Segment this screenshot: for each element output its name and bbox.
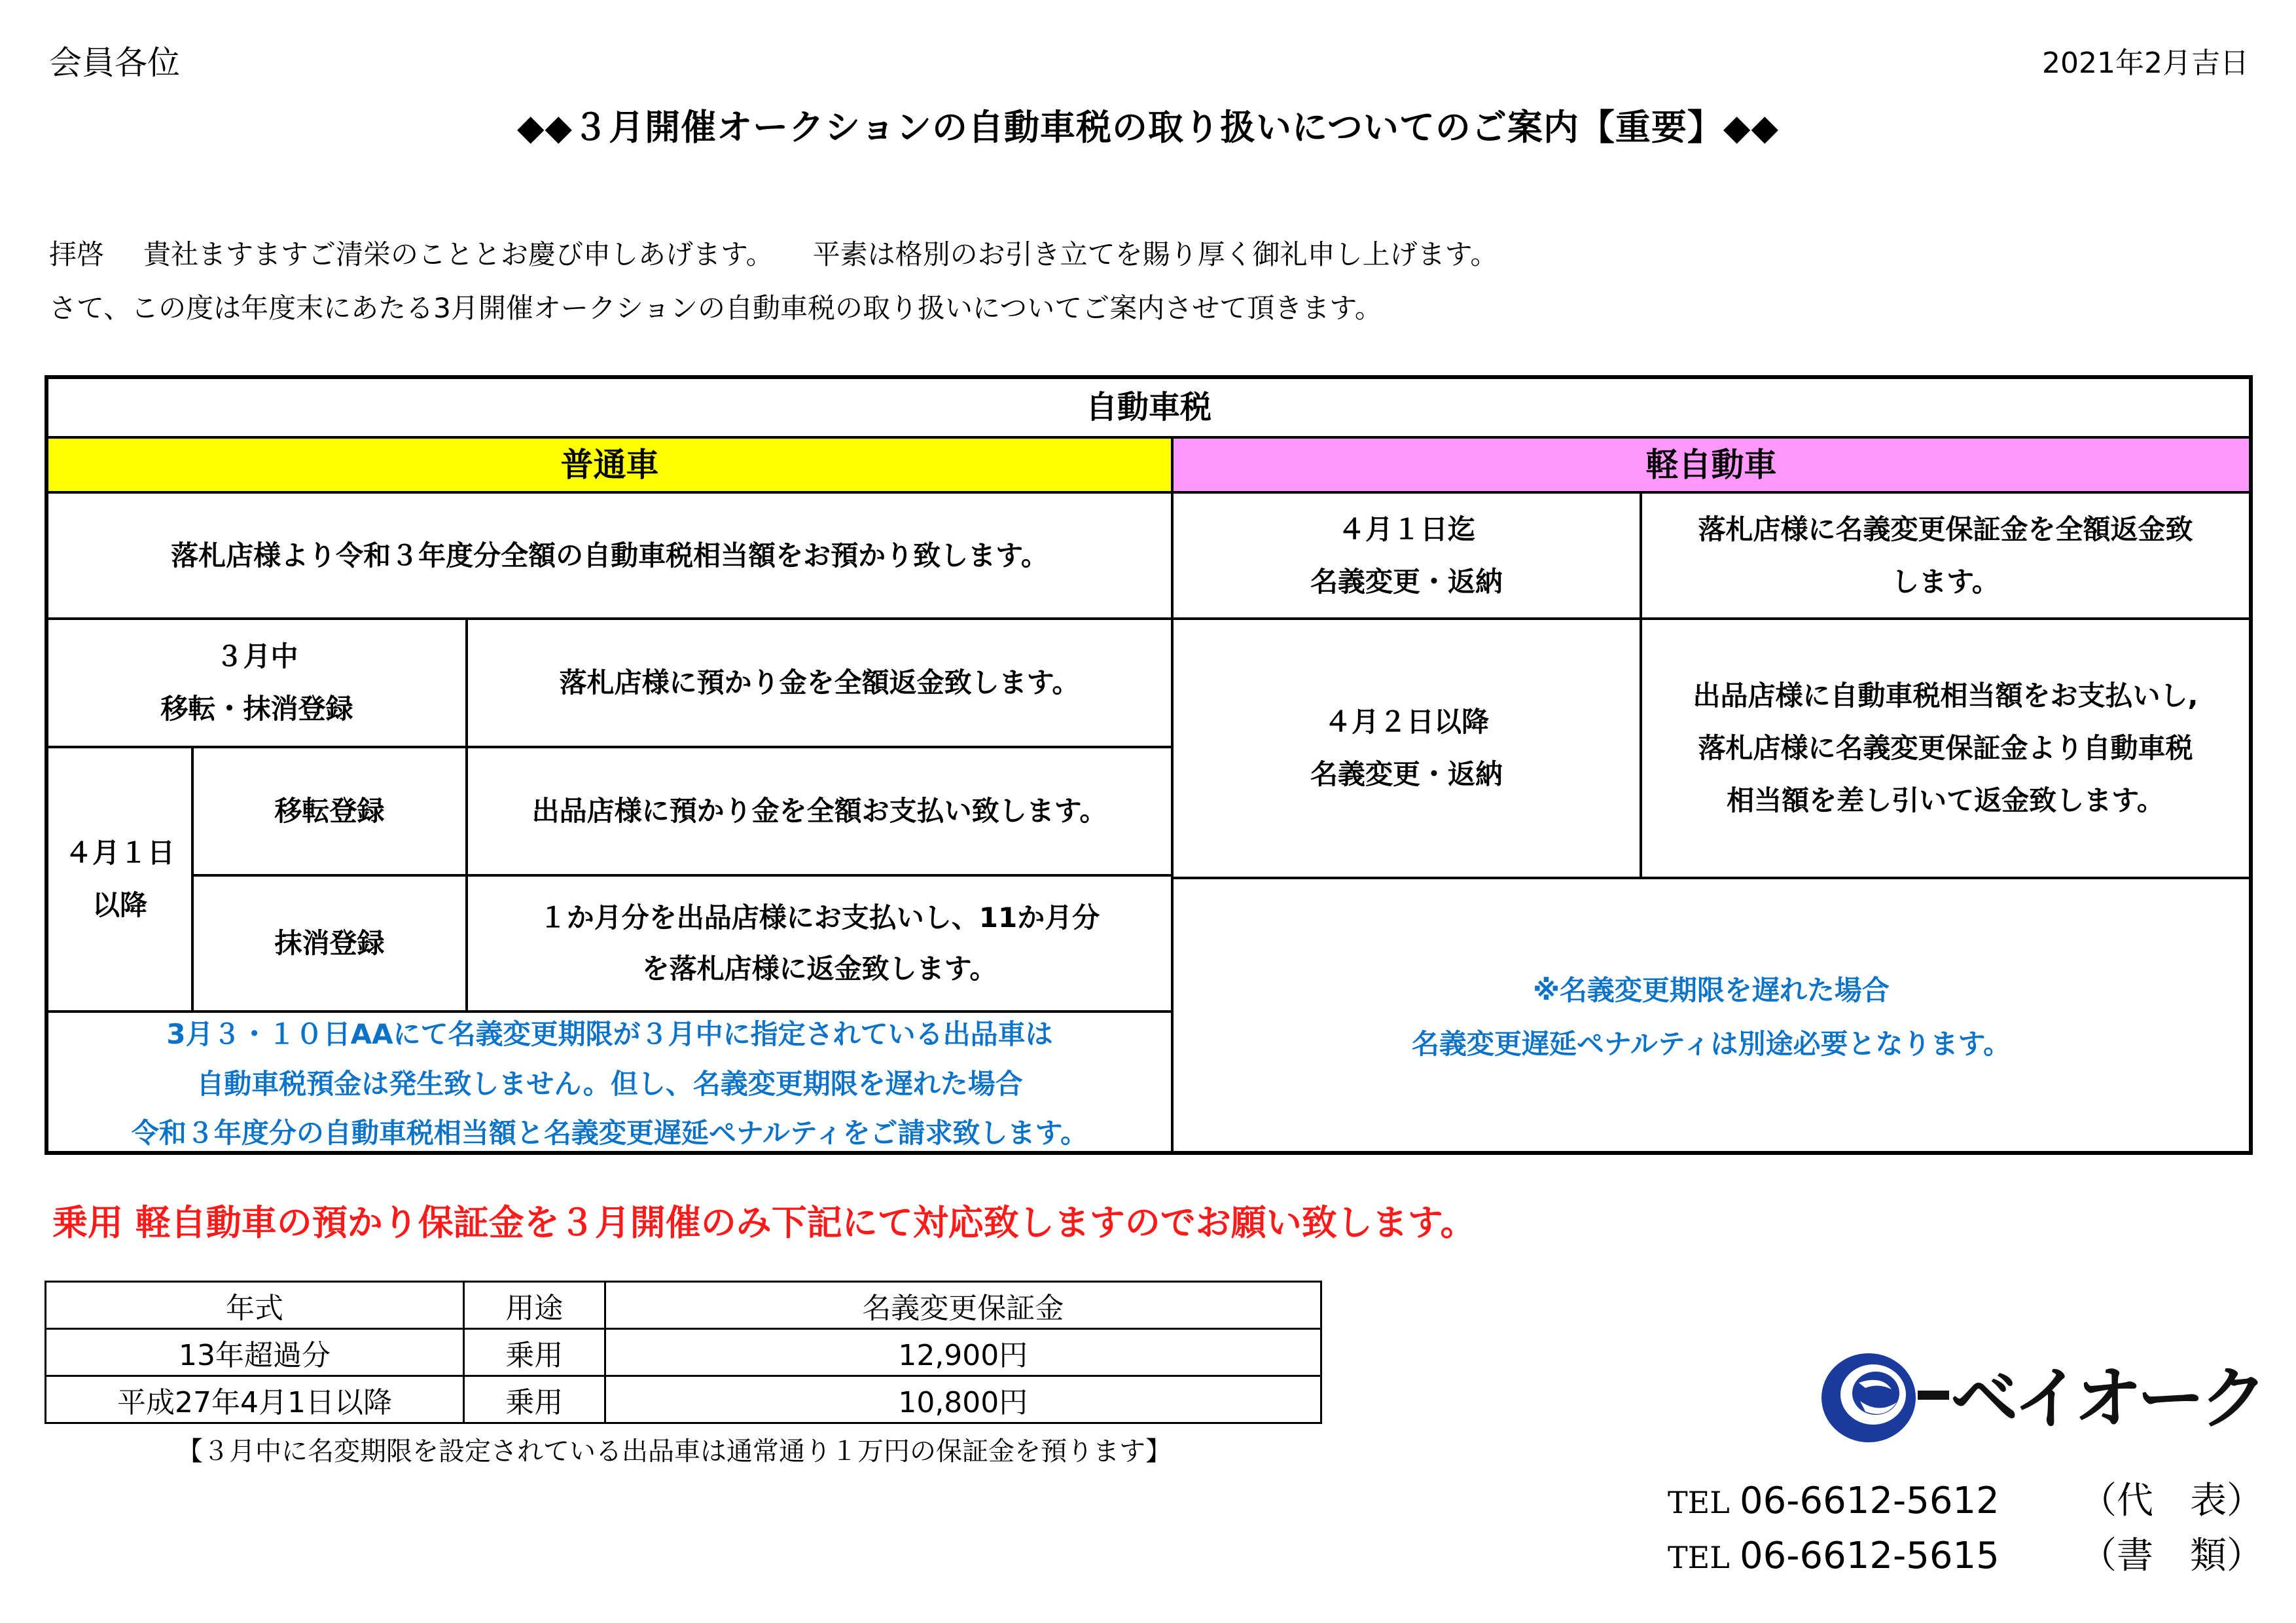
- logo-text: ベイオーク: [1950, 1359, 2263, 1438]
- kei-row1-label: [1174, 494, 1640, 617]
- cell-usage: 乗用: [463, 1329, 605, 1376]
- kei-row1-text-2: します。: [1892, 565, 2000, 598]
- col-header-year: 年式: [46, 1282, 464, 1329]
- bayauc-logo-icon: [1820, 1349, 2263, 1447]
- futsu-iten-label: 移転登録: [274, 795, 385, 828]
- tel-documents: [1668, 1527, 2263, 1579]
- kei-note-2: 名義変更遅延ペナルティは別途必要となります。: [1411, 1027, 2011, 1060]
- table-row: [46, 1329, 1321, 1376]
- kei-row1-text-1: 落札店様に名義変更保証金を全額返金致: [1698, 513, 2193, 545]
- futsu-april-label: [48, 748, 191, 1010]
- futsu-note-2: 自動車税預金は発生致しません。但し、名義変更期限を遅れた場合: [196, 1067, 1023, 1100]
- intro-line: さて、この度は年度末にあたる3月開催オークションの自動車税の取り扱いについてご案内させて頂きます。: [49, 292, 1382, 324]
- page-title: ◆◆３月開催オークションの自動車税の取り扱いについてのご案内【重要】◆◆: [517, 107, 1779, 148]
- futsu-massho-text-2: を落札店様に返金致します。: [641, 953, 997, 985]
- salutation: 会員各位: [49, 44, 180, 82]
- cell-year: 13年超過分: [46, 1329, 464, 1376]
- futsu-march-label-1: ３月中: [215, 640, 298, 673]
- futsu-april-label-1: ４月１日: [64, 837, 175, 869]
- futsu-march-label-2: 移転・抹消登録: [160, 693, 353, 725]
- futsu-note-3: 令和３年度分の自動車税相当額と名義変更遅延ペナルティをご請求致します。: [131, 1117, 1088, 1150]
- futsu-massho-label: 抹消登録: [274, 927, 385, 960]
- greeting-line: [49, 233, 1498, 272]
- futsu-massho-text: [468, 877, 1171, 1010]
- kei-header: 軽自動車: [1174, 439, 2249, 491]
- kei-row2-label: [1174, 620, 1640, 877]
- futsu-march-text: 落札店様に預かり金を全額返金致します。: [559, 666, 1080, 699]
- tel-label: TEL: [1668, 1540, 1730, 1575]
- company-logo: [1820, 1349, 2263, 1447]
- greeting-thanks: 平素は格別のお引き立てを賜り厚く御礼申し上げます。: [812, 238, 1498, 270]
- futsu-iten-text: 出品店様に預かり金を全額お支払い致します。: [531, 795, 1107, 828]
- cell-guarantee: 10,800円: [605, 1376, 1321, 1423]
- cell-usage: 乗用: [463, 1376, 605, 1423]
- futsu-march-label: [48, 620, 465, 746]
- guarantee-note: 【３月中に名変期限を設定されている出品車は通常通り１万円の保証金を預ります】: [177, 1436, 1172, 1467]
- tel-main-note: （代 表）: [2080, 1480, 2263, 1522]
- kei-row2-text: [1642, 620, 2249, 877]
- kei-row2-text-3: 相当額を差し引いて返金致します。: [1727, 784, 2164, 816]
- tax-table: [45, 375, 2253, 1155]
- futsu-deposit-text: 落札店様より令和３年度分全額の自動車税相当額をお預かり致します。: [171, 539, 1049, 572]
- kei-note: [1174, 879, 2249, 1155]
- kei-guarantee-notice: 乗用 軽自動車の預かり保証金を３月開催のみ下記にて対応致しますのでお願い致します。: [52, 1202, 1476, 1243]
- greeting-body: 貴社ますますご清栄のこととお慶び申しあげます。: [143, 238, 774, 270]
- futsu-massho-text-1: １か月分を出品店様にお支払いし、11か月分: [539, 902, 1100, 934]
- kei-note-1: ※名義変更期限を遅れた場合: [1533, 974, 1890, 1006]
- tel-documents-note: （書 類）: [2080, 1535, 2263, 1577]
- table-header-row: [46, 1282, 1321, 1329]
- guarantee-table: [45, 1281, 1322, 1424]
- kei-row2-label-1: ４月２日以降: [1323, 706, 1489, 739]
- kei-row1-text: [1642, 494, 2249, 617]
- greeting-opening: 拝啓: [49, 238, 105, 270]
- cell-guarantee: 12,900円: [605, 1329, 1321, 1376]
- col-header-guarantee: 名義変更保証金: [605, 1282, 1321, 1329]
- tel-number-main: 06-6612-5612: [1740, 1480, 2000, 1522]
- futsu-header: 普通車: [48, 439, 1171, 491]
- tel-label: TEL: [1668, 1485, 1730, 1520]
- table-row: [46, 1376, 1321, 1423]
- tel-main: [1668, 1472, 2263, 1524]
- cell-year: 平成27年4月1日以降: [46, 1376, 464, 1423]
- futsu-april-label-2: 以降: [92, 889, 147, 921]
- kei-row1-label-2: 名義変更・返納: [1310, 565, 1503, 598]
- futsu-note: [48, 1013, 1171, 1155]
- tel-number-documents: 06-6612-5615: [1740, 1535, 2000, 1577]
- futsu-note-1: 3月３・１０日AAにて名義変更期限が３月中に指定されている出品車は: [166, 1018, 1053, 1051]
- kei-row2-text-2: 落札店様に名義変更保証金より自動車税: [1698, 732, 2193, 765]
- tax-table-title: 自動車税: [1085, 389, 1211, 426]
- kei-row2-text-1: 出品店様に自動車税相当額をお支払いし,: [1693, 680, 2198, 712]
- kei-row1-label-1: ４月１日迄: [1337, 513, 1475, 545]
- col-header-usage: 用途: [463, 1282, 605, 1329]
- kei-row2-label-2: 名義変更・返納: [1310, 758, 1503, 790]
- issue-date: 2021年2月吉日: [2042, 46, 2249, 80]
